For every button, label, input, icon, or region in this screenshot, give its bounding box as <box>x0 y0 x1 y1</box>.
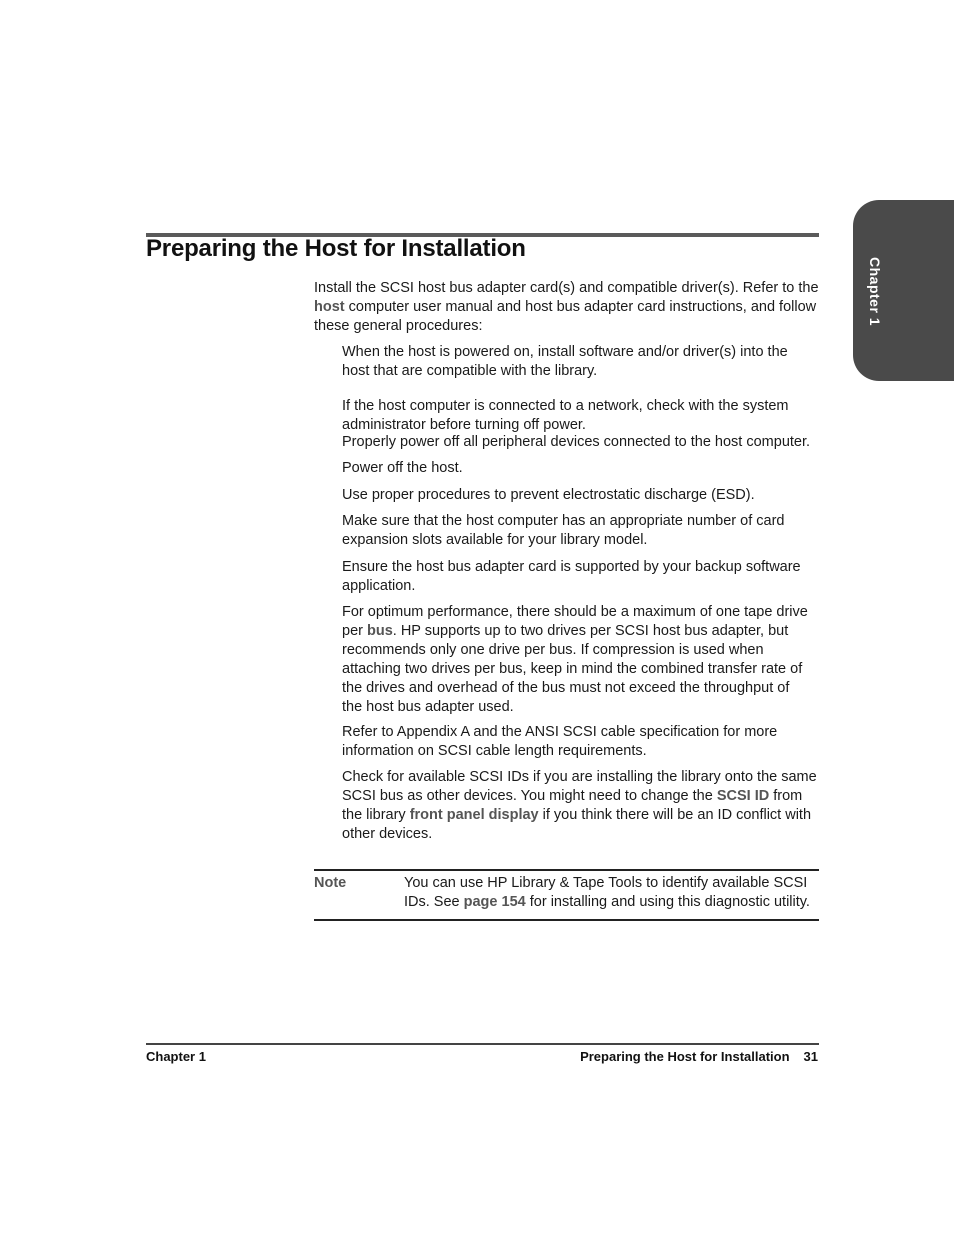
note-text-1: You can use HP Library & Tape Tools to identify available SCSI IDs. See <box>404 875 808 910</box>
footer-section-title: Preparing the Host for Installation <box>580 1049 790 1064</box>
list-item: Power off the host. <box>342 460 463 476</box>
note-text-2: for installing and using this diagnostic utility. <box>525 894 810 910</box>
page-link[interactable]: page 154 <box>463 894 526 910</box>
intro-text-1: Install the SCSI host bus adapter card(s) and compatible driver(s). Refer to the <box>314 280 819 296</box>
list-item: Use proper procedures to prevent electrostatic discharge (ESD). <box>342 487 755 503</box>
footer-right <box>580 1049 818 1064</box>
step-text: from the library <box>342 788 803 823</box>
note-text <box>404 874 824 912</box>
page-number: 31 <box>803 1049 818 1064</box>
list-item: If the host computer is connected to a network, check with the system administrator before turning off power. <box>342 398 789 433</box>
chapter-tab-label: Chapter 1 <box>867 257 883 327</box>
glossary-term-front-panel-display[interactable]: front panel display <box>409 807 539 823</box>
intro-paragraph <box>314 279 820 336</box>
page-title: Preparing the Host for Installation <box>146 235 526 262</box>
glossary-term-host[interactable]: host <box>314 299 345 315</box>
list-item: Ensure the host bus adapter card is supported by your backup software application. <box>342 559 801 594</box>
list-item <box>342 603 812 717</box>
list-item: Properly power off all peripheral devices connected to the host computer. <box>342 434 811 450</box>
note-rule-bottom <box>314 919 819 921</box>
note-label: Note <box>314 875 347 891</box>
list-item <box>342 768 818 844</box>
step-text: For optimum performance, there should be a maximum of one tape drive per <box>342 604 808 639</box>
step-text: . HP supports up to two drives per SCSI host bus adapter, but recommends only one drive per bus. If compression is used when attaching two drives per bus, keep in mind the combined transfer rate of the drives and overhead of the bus must not exceed the throughput of the host bus adapter used. <box>342 623 803 715</box>
intro-text-2: computer user manual and host bus adapter card instructions, and follow these general procedures: <box>314 299 817 334</box>
list-item: When the host is powered on, install software and/or driver(s) into the host that are compatible with the library. <box>342 344 788 379</box>
step-text: if you think there will be an ID conflict with other devices. <box>342 807 812 842</box>
footer-rule <box>146 1043 819 1045</box>
footer-chapter: Chapter 1 <box>146 1049 206 1064</box>
list-item: Make sure that the host computer has an appropriate number of card expansion slots available for your library model. <box>342 513 785 548</box>
step-text: Check for available SCSI IDs if you are installing the library onto the same SCSI bus as other devices. You might need to change the <box>342 769 817 804</box>
list-item: Refer to Appendix A and the ANSI SCSI cable specification for more information on SCSI cable length requirements. <box>342 724 778 759</box>
glossary-term-bus[interactable]: bus <box>367 623 393 639</box>
note-rule-top <box>314 869 819 871</box>
glossary-term-scsi-id[interactable]: SCSI ID <box>716 788 770 804</box>
